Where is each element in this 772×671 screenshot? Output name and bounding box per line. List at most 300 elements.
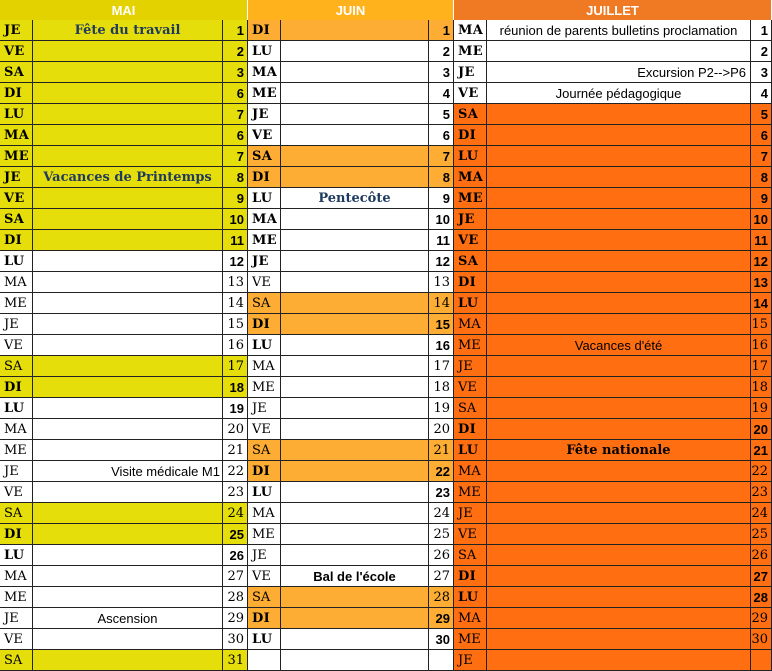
event-label: Pentecôte: [318, 190, 391, 206]
day-number: 28: [222, 587, 248, 607]
event-label: [33, 293, 222, 313]
day-number: 23: [750, 482, 772, 502]
event-label: [487, 503, 750, 523]
event-label: [487, 230, 750, 250]
day-number: 26: [428, 545, 454, 565]
event-label: [487, 650, 750, 670]
day-abbrev: VE: [248, 272, 281, 292]
day-number: 13: [750, 272, 772, 292]
calendar-row: [248, 230, 454, 251]
day-number: 29: [750, 608, 772, 628]
day-abbrev: DI: [248, 314, 281, 334]
day-abbrev: ME: [0, 587, 33, 607]
day-abbrev: LU: [454, 587, 487, 607]
day-number: 17: [750, 356, 772, 376]
calendar-row: [454, 335, 772, 356]
event-label: Visite médicale M1: [111, 463, 220, 479]
day-number: [428, 650, 454, 670]
day-number: 6: [222, 125, 248, 145]
day-abbrev: JE: [0, 167, 33, 187]
day-abbrev: SA: [248, 293, 281, 313]
day-abbrev: LU: [248, 335, 281, 355]
day-abbrev: SA: [0, 356, 33, 376]
day-abbrev: LU: [248, 41, 281, 61]
calendar-row: [454, 314, 772, 335]
day-abbrev: LU: [454, 146, 487, 166]
day-abbrev: LU: [248, 482, 281, 502]
event-label: [487, 587, 750, 607]
event-label: [487, 377, 750, 397]
day-number: 21: [222, 440, 248, 460]
event-label: Excursion P2-->P6: [637, 64, 746, 80]
day-number: 19: [750, 398, 772, 418]
event-label: Fête nationale: [566, 442, 671, 458]
day-number: 27: [222, 566, 248, 586]
event-label: [33, 125, 222, 145]
day-abbrev: SA: [248, 146, 281, 166]
calendar-row: [248, 440, 454, 461]
day-number: 20: [222, 419, 248, 439]
calendar-row: [248, 524, 454, 545]
day-number: 12: [428, 251, 454, 271]
calendar-row: [248, 650, 454, 671]
event-label: [281, 167, 428, 187]
event-label: [487, 482, 750, 502]
day-number: 15: [222, 314, 248, 334]
event-label: [33, 482, 222, 502]
event-label: [33, 83, 222, 103]
calendar-row: [0, 587, 248, 608]
event-label: [281, 41, 428, 61]
day-number: 25: [222, 524, 248, 544]
day-number: 7: [222, 104, 248, 124]
calendar-row: [0, 608, 248, 629]
day-abbrev: VE: [0, 482, 33, 502]
event-label: [281, 629, 428, 649]
calendar-row: [0, 188, 248, 209]
day-abbrev: LU: [454, 440, 487, 460]
day-number: 17: [428, 356, 454, 376]
day-number: 8: [428, 167, 454, 187]
calendar-row: [454, 62, 772, 83]
day-abbrev: MA: [454, 314, 487, 334]
day-number: 1: [222, 20, 248, 40]
day-abbrev: DI: [0, 524, 33, 544]
day-number: 15: [428, 314, 454, 334]
event-label: [487, 566, 750, 586]
day-number: 16: [428, 335, 454, 355]
calendar-row: [454, 356, 772, 377]
day-number: 17: [222, 356, 248, 376]
calendar-row: [0, 377, 248, 398]
calendar-row: [0, 230, 248, 251]
day-abbrev: VE: [0, 335, 33, 355]
day-abbrev: [248, 650, 281, 670]
day-number: 30: [428, 629, 454, 649]
day-abbrev: DI: [248, 20, 281, 40]
event-label: [33, 545, 222, 565]
calendar-row: [248, 125, 454, 146]
day-abbrev: SA: [248, 440, 281, 460]
day-number: 19: [428, 398, 454, 418]
day-number: 12: [750, 251, 772, 271]
event-label: Bal de l'école: [313, 568, 396, 584]
event-label: [487, 209, 750, 229]
day-number: 10: [428, 209, 454, 229]
day-number: 22: [750, 461, 772, 481]
calendar-row: [454, 20, 772, 41]
calendar-row: [0, 461, 248, 482]
event-label: [281, 461, 428, 481]
event-label: [33, 503, 222, 523]
day-abbrev: MA: [0, 272, 33, 292]
event-label: [281, 314, 428, 334]
day-abbrev: JE: [454, 209, 487, 229]
event-label: [487, 314, 750, 334]
day-number: 20: [428, 419, 454, 439]
day-abbrev: MA: [454, 608, 487, 628]
event-label: [281, 230, 428, 250]
day-abbrev: DI: [0, 377, 33, 397]
day-abbrev: ME: [248, 377, 281, 397]
day-abbrev: DI: [454, 272, 487, 292]
event-label: [487, 524, 750, 544]
day-abbrev: DI: [248, 461, 281, 481]
day-number: 9: [428, 188, 454, 208]
day-abbrev: DI: [454, 419, 487, 439]
event-label: [33, 566, 222, 586]
day-abbrev: JE: [454, 650, 487, 670]
event-label: [33, 104, 222, 124]
calendar-row: [454, 398, 772, 419]
day-abbrev: MA: [454, 20, 487, 40]
calendar-row: [248, 251, 454, 272]
day-number: 4: [750, 83, 772, 103]
event-label: [33, 272, 222, 292]
day-abbrev: JE: [454, 503, 487, 523]
day-number: 5: [750, 104, 772, 124]
calendar-row: [454, 650, 772, 671]
event-label: [281, 209, 428, 229]
day-abbrev: DI: [248, 608, 281, 628]
calendar-row: [0, 209, 248, 230]
event-label: [33, 440, 222, 460]
calendar-row: [248, 482, 454, 503]
calendar-row: [454, 629, 772, 650]
calendar-row: [0, 314, 248, 335]
calendar-row: [0, 146, 248, 167]
day-abbrev: LU: [0, 251, 33, 271]
calendar-row: [0, 629, 248, 650]
calendar-row: [248, 83, 454, 104]
calendar-row: [0, 62, 248, 83]
day-abbrev: JE: [248, 398, 281, 418]
calendar-row: [248, 167, 454, 188]
day-abbrev: SA: [0, 650, 33, 670]
calendar-row: [454, 482, 772, 503]
day-abbrev: JE: [0, 20, 33, 40]
event-label: [33, 314, 222, 334]
event-label: [487, 356, 750, 376]
event-label: [281, 335, 428, 355]
calendar-row: [248, 608, 454, 629]
day-number: 26: [750, 545, 772, 565]
event-label: [33, 650, 222, 670]
day-number: 29: [222, 608, 248, 628]
day-abbrev: MA: [248, 356, 281, 376]
calendar-row: [248, 293, 454, 314]
event-label: réunion de parents bulletins proclamation: [499, 22, 738, 38]
day-number: 28: [750, 587, 772, 607]
event-label: [281, 398, 428, 418]
day-number: 15: [750, 314, 772, 334]
calendar-row: [454, 146, 772, 167]
day-number: 7: [222, 146, 248, 166]
event-label: [281, 251, 428, 271]
day-number: 22: [428, 461, 454, 481]
calendar-row: [454, 461, 772, 482]
day-number: 8: [750, 167, 772, 187]
day-abbrev: JE: [0, 461, 33, 481]
event-label: [281, 524, 428, 544]
calendar-row: [454, 524, 772, 545]
event-label: Vacances d'été: [574, 337, 663, 353]
calendar-row: [454, 167, 772, 188]
event-label: [281, 419, 428, 439]
calendar-row: [248, 146, 454, 167]
day-number: 9: [222, 188, 248, 208]
day-number: 16: [750, 335, 772, 355]
day-number: 20: [750, 419, 772, 439]
calendar-row: [248, 377, 454, 398]
day-number: 27: [750, 566, 772, 586]
day-abbrev: LU: [248, 188, 281, 208]
day-number: 22: [222, 461, 248, 481]
event-label: [33, 230, 222, 250]
calendar-row: [0, 272, 248, 293]
month-header-juin: JUIN: [248, 0, 454, 20]
day-number: 18: [222, 377, 248, 397]
day-abbrev: VE: [248, 566, 281, 586]
event-label: [33, 629, 222, 649]
day-abbrev: VE: [454, 377, 487, 397]
event-label: Journée pédagogique: [555, 85, 682, 101]
day-abbrev: ME: [248, 83, 281, 103]
day-number: 8: [222, 167, 248, 187]
calendar-row: [0, 419, 248, 440]
event-label: [487, 398, 750, 418]
day-number: 2: [428, 41, 454, 61]
day-number: 24: [750, 503, 772, 523]
event-label: [281, 440, 428, 460]
event-label: [487, 188, 750, 208]
day-number: 28: [428, 587, 454, 607]
calendar-row: [0, 104, 248, 125]
event-label: [281, 545, 428, 565]
day-abbrev: DI: [248, 167, 281, 187]
day-number: 1: [428, 20, 454, 40]
day-number: 10: [222, 209, 248, 229]
day-abbrev: MA: [0, 566, 33, 586]
event-label: [281, 83, 428, 103]
day-abbrev: SA: [0, 62, 33, 82]
calendar-row: [248, 104, 454, 125]
day-number: 13: [222, 272, 248, 292]
day-number: 2: [750, 41, 772, 61]
day-abbrev: DI: [0, 83, 33, 103]
month-header-mai: MAI: [0, 0, 248, 20]
day-abbrev: DI: [454, 125, 487, 145]
day-number: 27: [428, 566, 454, 586]
event-label: [281, 356, 428, 376]
calendar-row: [454, 230, 772, 251]
calendar-row: [248, 335, 454, 356]
event-label: [281, 20, 428, 40]
calendar-row: [248, 419, 454, 440]
day-number: 23: [222, 482, 248, 502]
day-number: 11: [222, 230, 248, 250]
event-label: [33, 419, 222, 439]
day-abbrev: JE: [248, 545, 281, 565]
day-abbrev: ME: [0, 440, 33, 460]
event-label: Ascension: [97, 610, 158, 626]
day-abbrev: ME: [454, 335, 487, 355]
calendar-row: [0, 482, 248, 503]
day-abbrev: ME: [248, 230, 281, 250]
day-abbrev: LU: [454, 293, 487, 313]
calendar-row: [0, 41, 248, 62]
day-number: 19: [222, 398, 248, 418]
event-label: [487, 146, 750, 166]
day-number: 6: [428, 125, 454, 145]
day-number: [750, 650, 772, 670]
calendar-row: [0, 251, 248, 272]
event-label: [281, 125, 428, 145]
calendar-row: [248, 587, 454, 608]
day-abbrev: JE: [248, 104, 281, 124]
event-label: [33, 62, 222, 82]
day-abbrev: MA: [248, 62, 281, 82]
calendar-row: [454, 545, 772, 566]
day-abbrev: LU: [0, 398, 33, 418]
day-number: 29: [428, 608, 454, 628]
event-label: [487, 461, 750, 481]
event-label: [33, 398, 222, 418]
day-abbrev: VE: [0, 629, 33, 649]
calendar-row: [454, 272, 772, 293]
event-label: [281, 104, 428, 124]
day-abbrev: ME: [0, 146, 33, 166]
event-label: [33, 209, 222, 229]
event-label: [281, 377, 428, 397]
event-label: [33, 251, 222, 271]
event-label: [33, 524, 222, 544]
day-abbrev: JE: [0, 608, 33, 628]
day-number: 3: [428, 62, 454, 82]
event-label: [487, 293, 750, 313]
day-abbrev: ME: [248, 524, 281, 544]
calendar-row: [454, 566, 772, 587]
day-number: 6: [222, 83, 248, 103]
day-number: 30: [222, 629, 248, 649]
event-label: [33, 587, 222, 607]
day-number: 5: [428, 104, 454, 124]
day-abbrev: ME: [0, 293, 33, 313]
day-abbrev: VE: [248, 419, 281, 439]
calendar-row: [0, 83, 248, 104]
event-label: [33, 356, 222, 376]
event-label: [487, 419, 750, 439]
calendar-row: [0, 125, 248, 146]
day-number: 24: [222, 503, 248, 523]
day-abbrev: VE: [0, 41, 33, 61]
day-number: 30: [750, 629, 772, 649]
day-number: 12: [222, 251, 248, 271]
event-label: [487, 272, 750, 292]
event-label: Vacances de Printemps: [43, 169, 212, 185]
calendar-row: [0, 356, 248, 377]
calendar-row: [248, 629, 454, 650]
calendar-row: [248, 209, 454, 230]
event-label: [487, 629, 750, 649]
day-abbrev: JE: [454, 356, 487, 376]
event-label: [487, 125, 750, 145]
day-number: 3: [222, 62, 248, 82]
day-number: 11: [750, 230, 772, 250]
day-abbrev: SA: [248, 587, 281, 607]
calendar-row: [454, 419, 772, 440]
calendar-row: [248, 461, 454, 482]
event-label: [487, 104, 750, 124]
day-abbrev: SA: [0, 503, 33, 523]
calendar-row: [0, 167, 248, 188]
calendar-row: [248, 41, 454, 62]
month-header-juillet: JUILLET: [454, 0, 772, 20]
day-abbrev: DI: [454, 566, 487, 586]
day-abbrev: ME: [454, 629, 487, 649]
calendar-row: [0, 335, 248, 356]
day-number: 26: [222, 545, 248, 565]
calendar-row: [454, 608, 772, 629]
event-label: [281, 482, 428, 502]
calendar-row: [248, 188, 454, 209]
day-abbrev: LU: [248, 629, 281, 649]
event-label: [487, 608, 750, 628]
event-label: Fête du travail: [74, 22, 181, 38]
event-label: [487, 167, 750, 187]
day-number: 1: [750, 20, 772, 40]
day-number: 6: [750, 125, 772, 145]
event-label: [33, 41, 222, 61]
day-number: 7: [428, 146, 454, 166]
day-number: 21: [750, 440, 772, 460]
calendar-row: [0, 440, 248, 461]
event-label: [33, 335, 222, 355]
calendar-row: [454, 209, 772, 230]
calendar-row: [454, 251, 772, 272]
calendar-row: [454, 104, 772, 125]
day-abbrev: MA: [0, 419, 33, 439]
calendar-row: [248, 272, 454, 293]
day-abbrev: JE: [454, 62, 487, 82]
event-label: [281, 146, 428, 166]
event-label: [281, 650, 428, 670]
event-label: [281, 272, 428, 292]
day-abbrev: VE: [454, 524, 487, 544]
day-abbrev: MA: [248, 503, 281, 523]
day-abbrev: ME: [454, 482, 487, 502]
day-number: 7: [750, 146, 772, 166]
